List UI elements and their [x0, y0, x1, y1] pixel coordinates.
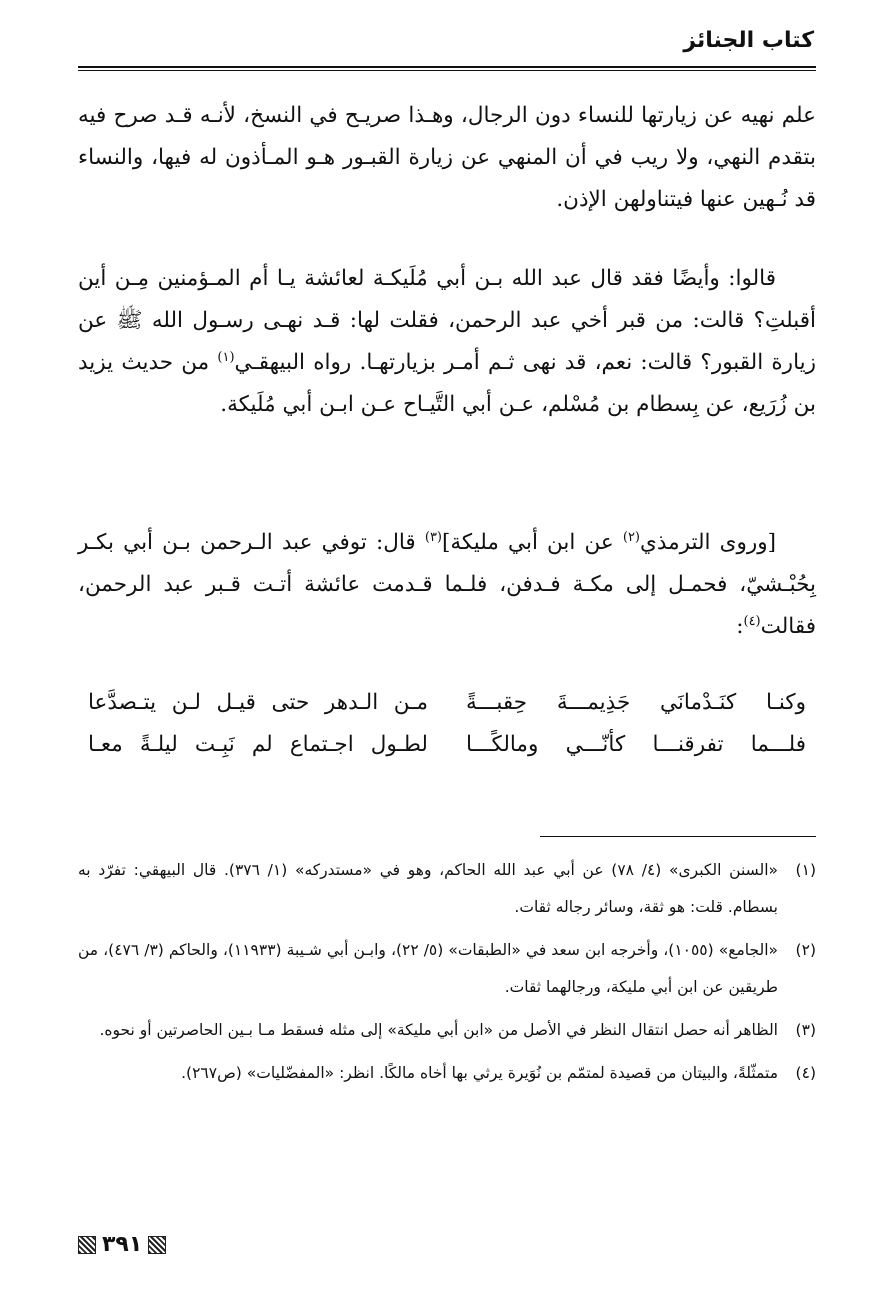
paragraph-3 [78, 522, 816, 648]
footnote-item [78, 852, 816, 926]
paragraph-2-part-2: من حديث يزيد بن زُرَيع، عن بِسطام بن مُسْلم، عـن أبي التَّيـاح عـن ابـن أبي مُلَيكة. [78, 350, 816, 417]
paragraph-3-part-3: قال: توفي عبد الـرحمن بـن أبي بكـر بِحُبْـشيّ، فحمـل إلى مكـة فـدفن، فلـما قـدمت عائشة أتـت قـبر عبد الرحمن، فقالت [78, 530, 816, 639]
ornament-icon [78, 1236, 96, 1254]
footnote-number: (٢) [795, 941, 816, 959]
poem-verse [78, 690, 816, 732]
verse-1-second-hemistich: مـن الـدهر حتى قيـل لـن يتـصدَّعا [88, 690, 428, 715]
footnote-ref-4[interactable]: (٤) [743, 613, 761, 629]
verse-1-first-hemistich: وكنـا كنَـدْمانَي جَذِيمـــةَ حِقبـــةً [466, 690, 806, 715]
verse-2-first-hemistich: فلـــما تفرقنـــا كأنّـــي ومالكًـــا [466, 732, 806, 757]
paragraph-3-part-4: : [736, 614, 744, 639]
footnote-number: (٣) [795, 1021, 816, 1039]
paragraph-2 [78, 258, 816, 426]
verse-2-second-hemistich: لطـول اجـتماع لم نَبِـت ليلـةً معـا [88, 732, 428, 757]
footnote-number: (١) [795, 861, 816, 879]
poem-verse [78, 732, 816, 774]
footnote-number: (٤) [795, 1064, 816, 1082]
page-number-text: ٣٩١ [102, 1232, 143, 1257]
footnote-ref-2[interactable]: (٢) [622, 529, 640, 545]
footnote-text: «السنن الكبرى» (٤/ ٧٨) عن أبي عبد الله الحاكم، وهو في «مستدركه» (١/ ٣٧٦). قال البيهقي: تفرّد به بسطام. قلت: هو ثقة، وسائر رجاله ثقات. [78, 861, 778, 916]
page-number [78, 1232, 166, 1257]
paragraph-3-part-2: عن ابن أبي مليكة] [442, 530, 623, 555]
footnote-text: متمثّلةً، والبيتان من قصيدة لمتمّم بن نُوَيرة يرثي بها أخاه مالكًا. انظر: «المفضّليات» (ص٢٦٧). [181, 1064, 778, 1082]
header-rule-top [78, 66, 816, 68]
footnote-item [78, 1012, 816, 1049]
footnote-item [78, 932, 816, 1006]
footnotes [78, 852, 816, 1098]
footnote-item [78, 1055, 816, 1092]
footnote-text: الظاهر أنه حصل انتقال النظر في الأصل من «ابن أبي مليكة» إلى مثله فسقط مـا بـين الحاصرتين أو نحوه. [99, 1021, 778, 1039]
footnote-separator [540, 836, 816, 837]
footnote-ref-3[interactable]: (٣) [424, 529, 442, 545]
paragraph-2-text [78, 258, 816, 426]
running-header-title: كتاب الجنائز [683, 28, 814, 53]
poem [78, 690, 816, 774]
footnote-text: «الجامع» (١٠٥٥)، وأخرجه ابن سعد في «الطبقات» (٥/ ٢٢)، وابـن أبي شـيبة (١١٩٣٣)، والحاكم (٣/ ٤٧٦)، من طريقين عن ابن أبي مليكة، ورجالهما ثقات. [78, 941, 778, 996]
header-rule-bottom [78, 70, 816, 71]
paragraph-3-text [78, 522, 816, 648]
paragraph-1-text: علم نهيه عن زيارتها للنساء دون الرجال، وهـذا صريـح في النسخ، لأنـه قـد صرح فيه بتقدم النهي، ولا ريب في أن المنهي عن زيارة القبـور هـو المـأذون له فيها، والنساء قد نُـهين عنها فيتناولهن الإذن. [78, 103, 816, 212]
paragraph-2-part-1: قالوا: وأيضًا فقد قال عبد الله بـن أبي مُلَيكـة لعائشة يـا أم المـؤمنين مِـن أين أقبلتِ؟ قالت: من قبر أخي عبد الرحمن، فقلت لها: قـد نهـى رسـول الله ﷺ عن زيارة القبور؟ قالت: نعم، قد نهى ثـم أمـر بزيارتهـا. رواه البيهقـي [78, 266, 816, 375]
paragraph-1 [78, 95, 816, 221]
ornament-icon [148, 1236, 166, 1254]
footnote-ref-1[interactable]: (١) [217, 349, 235, 365]
paragraph-3-part-1: [وروى الترمذي [640, 530, 777, 555]
